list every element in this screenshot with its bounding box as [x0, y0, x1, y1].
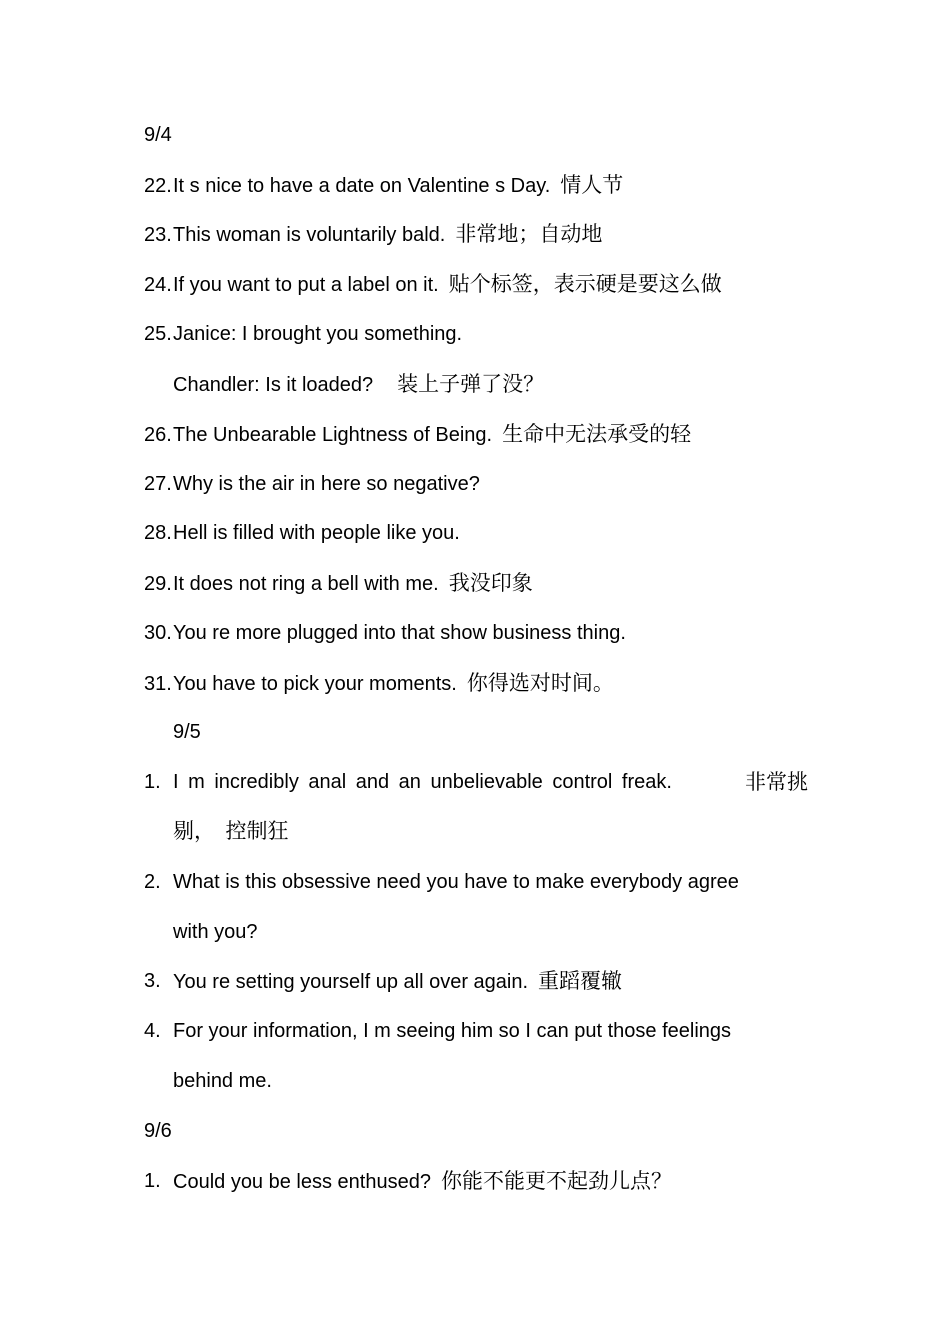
list-item-text: [173, 757, 808, 807]
list-item-continuation: [173, 806, 808, 856]
item-english: What is this obsessive need you have to make everybody agree: [173, 871, 739, 893]
section-date: 9/6: [144, 1120, 172, 1142]
item-english: You have to pick your moments.: [173, 673, 457, 695]
list-item-continuation: [173, 359, 808, 409]
list-item-text: [173, 1156, 808, 1206]
item-english: It does not ring a bell with me.: [173, 573, 439, 595]
item-number: 26.: [144, 424, 172, 446]
item-number: 4.: [144, 1020, 161, 1042]
item-number: 29.: [144, 573, 172, 595]
item-chinese: 我没印象: [448, 571, 533, 595]
item-chinese: 贴个标签，表示硬是要这么做: [448, 272, 722, 296]
item-english: It s nice to have a date on Valentine s Day.: [173, 175, 551, 197]
item-english: For your information, I m seeing him so I can put those feelings: [173, 1020, 732, 1042]
list-item-continuation: [173, 907, 808, 957]
section-date: 9/4: [144, 124, 172, 146]
item-english: You re setting yourself up all over again.: [173, 971, 529, 993]
item-english: Hell is filled with people like you.: [173, 522, 460, 544]
section-date: 9/5: [173, 721, 201, 743]
list-item-text: [173, 1006, 808, 1056]
list-item: [144, 409, 808, 459]
list-item: [144, 209, 808, 259]
item-english: You re more plugged into that show business thing.: [173, 622, 626, 644]
item-number: 25.: [144, 323, 172, 345]
item-chinese: 生命中无法承受的轻: [502, 422, 692, 446]
list-item: [144, 309, 808, 359]
item-english: If you want to put a label on it.: [173, 274, 439, 296]
item-number: 23.: [144, 224, 172, 246]
item-chinese: 情人节: [560, 173, 624, 197]
item-number: 24.: [144, 274, 172, 296]
item-english: Chandler: Is it loaded?: [173, 374, 374, 396]
list-item-text: [173, 956, 808, 1006]
item-number: 1.: [144, 1170, 161, 1192]
item-english: I m incredibly anal and an unbelievable control freak.: [173, 771, 672, 793]
item-chinese: 非常挑: [745, 770, 808, 794]
list-item: [144, 658, 808, 708]
item-number: 27.: [144, 473, 172, 495]
list-item: [144, 508, 808, 558]
item-chinese: 你能不能更不起劲儿点？: [440, 1169, 672, 1193]
item-english: behind me.: [173, 1070, 272, 1092]
item-english: Why is the air in here so negative?: [173, 473, 480, 495]
item-chinese: 你得选对时间。: [466, 671, 614, 695]
item-english: This woman is voluntarily bald.: [173, 224, 446, 246]
item-english: Could you be less enthused?: [173, 1171, 431, 1193]
list-item: [144, 608, 808, 658]
item-english: Janice: I brought you something.: [173, 323, 463, 345]
list-item: [144, 160, 808, 210]
item-chinese: 装上子弹了没？: [397, 372, 545, 396]
item-number: 28.: [144, 522, 172, 544]
item-chinese: 剔， 控制狂: [173, 819, 289, 843]
item-chinese: 重蹈覆辙: [538, 969, 623, 993]
list-item: [144, 558, 808, 608]
item-number: 3.: [144, 970, 161, 992]
item-number: 2.: [144, 871, 161, 893]
item-number: 1.: [144, 771, 161, 793]
list-item: [144, 459, 808, 509]
item-number: 30.: [144, 622, 172, 644]
list-item: [144, 259, 808, 309]
item-number: 31.: [144, 673, 172, 695]
item-english: with you?: [173, 921, 258, 943]
list-item-continuation: [173, 1056, 808, 1106]
item-chinese: 非常地；自动地: [455, 222, 603, 246]
item-english: The Unbearable Lightness of Being.: [173, 424, 493, 446]
item-number: 22.: [144, 175, 172, 197]
list-item-text: [173, 857, 808, 907]
